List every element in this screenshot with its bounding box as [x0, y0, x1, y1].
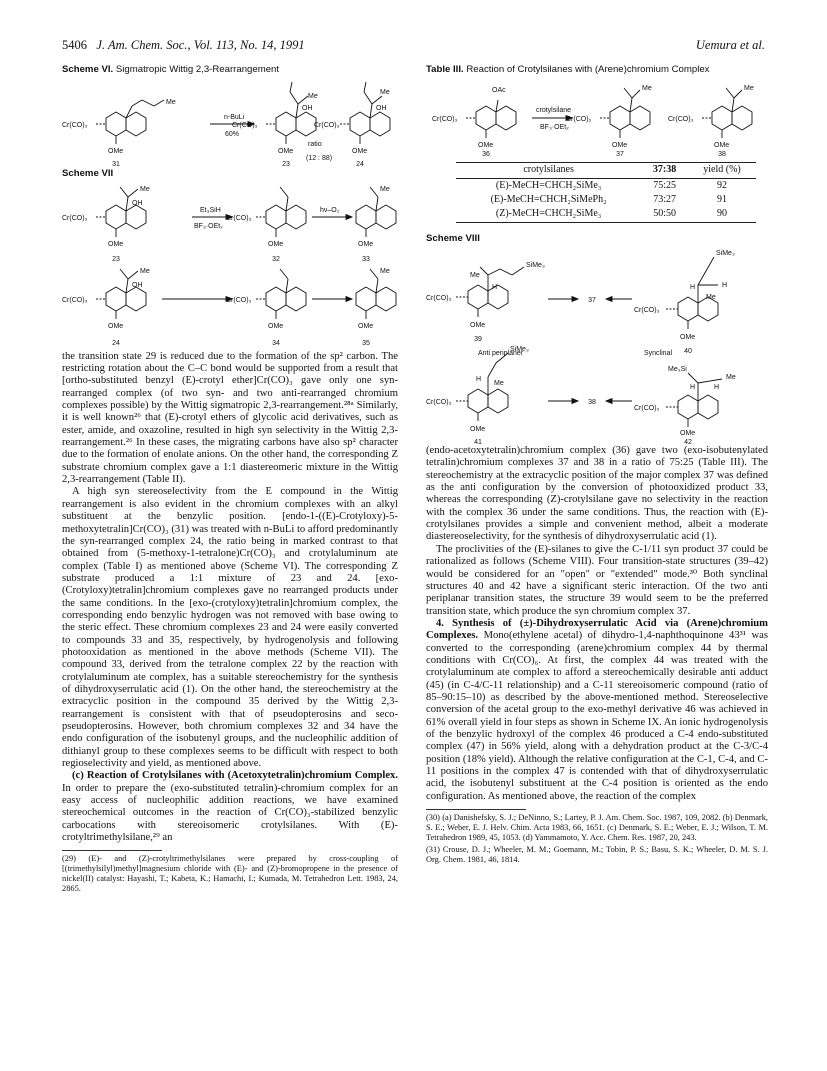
table3-cell: 75:25 — [653, 179, 676, 191]
s7-ome-34: OMe — [268, 322, 284, 330]
footnote-rule-right — [426, 809, 526, 810]
s8-h-40a: H — [690, 284, 696, 292]
s8-sime3-40: SiMe₃ — [716, 250, 735, 258]
s6-compound-31: 31 — [112, 161, 120, 169]
t3-cr-38: Cr(CO)₃ — [668, 116, 694, 124]
s7-oh-23: OH — [132, 199, 143, 207]
s6-reagent-top: n-BuLi — [224, 114, 245, 122]
s8-ome-42: OMe — [680, 430, 696, 438]
s7-ome-24: OMe — [108, 322, 124, 330]
s7-reagent2: hν–O₂ — [320, 206, 340, 214]
t3-reagent-top: crotylsilane — [536, 107, 572, 115]
s8-cr-41: Cr(CO)₃ — [426, 399, 452, 407]
s8-me-41: Me — [494, 380, 504, 388]
footnote-30: (30) (a) Danishefsky, S. J.; DeNinno, S.; Lartey, P. J. Am. Chem. Soc. 1987, 109, 2082. (b) Denmark, S. E.; Weber, E. J. Helv. Chim. Acta 1983, 66, 1651. (c) Denmark, S. E.; Weber, E. J.; Wilson, T. M. Tetrahedron 1989, 45, 1053. (d) Yammamoto, Y. Acc. Chem. Res. 1987, 20, 243. — [426, 813, 768, 843]
scheme7-title: Scheme VII — [62, 168, 114, 180]
left-paragraph-1: the transition state 29 is reduced due to the formation of the sp² carbon. The restricting rotation about the C–C bond would be supported from a result that [ortho-substituted benzyl (E)-crotyl ether]Cr(CO)₃ gave only one syn-rearranged complex (of two syn- and two anti-rearranged chromium complexes possible) by the Wittig sigmatropic 2,3-rearrangement.²⁸ᵃ Similarly, it is well known²⁶ that (E)-crotyl ethers of glycolic acid derivatives, such as ester, amide, and oxazoline, resulted in high syn selectivity in the Wittig 2,3-rearrangement.²⁶ In these cases, the migrating carbons have also sp² character due to the formation of enolate anions. On the other hand, the corresponding Z substrate chromium complex gave a 1:1 diastereomeric mixture in the Wittig 2,3-rearrangement (Table II). — [62, 350, 398, 486]
s7-oh-24: OH — [132, 281, 143, 289]
page-header — [62, 38, 765, 54]
scheme6-drawing — [62, 76, 398, 168]
s7-ome-32: OMe — [268, 240, 284, 248]
s7-ome-35: OMe — [358, 322, 374, 330]
s6-cr-31: Cr(CO)₃ — [62, 122, 88, 130]
s7-cr-32: Cr(CO)₃ — [226, 214, 252, 222]
s8-me-42: Me — [726, 374, 736, 382]
t3-cr-36: Cr(CO)₃ — [432, 116, 458, 124]
s7-cr-34: Cr(CO)₃ — [226, 296, 252, 304]
table3-cell: 90 — [717, 208, 727, 220]
s8-me-40: Me — [706, 294, 716, 302]
s8-ome-40: OMe — [680, 334, 696, 342]
t3-compound-36: 36 — [482, 151, 490, 159]
right-paragraph-1: (endo-acetoxytetralin)chromium complex (36) gave two (exo-isobutenylated tetralin)chromium complexes 37 and 38 in a ratio of 75:25 (Table III). The stereochemistry at the extracyclic position of the major complex 37 was defined as the anti configuration by the conversion of photooxidized product 33, whereas the corresponding (Z)-crotylsilane gave no selectivity in the reaction with the complex 36 under the same conditions. Thus, the reaction with (E)-crotylsilanes provides a simple and convenient method, albeit a moderate diastereoselectivity, for the synthesis of dihydroxyserrulatic acid (1). — [426, 445, 768, 543]
s7-cr-24: Cr(CO)₃ — [62, 296, 88, 304]
s6-oh-23: OH — [302, 105, 313, 113]
t3-reagent-bottom: BF₃·OEt₂ — [540, 124, 569, 132]
s8-cr-40: Cr(CO)₃ — [634, 307, 660, 315]
table3-col-ratio: 37:38 — [652, 164, 677, 176]
table3-scheme — [426, 76, 768, 158]
s8-h-41: H — [476, 376, 482, 384]
table3-cell: 73:27 — [653, 194, 676, 206]
s7-me-24: Me — [140, 267, 150, 275]
s7-reagent1-bottom: BF₃·OEt₂ — [194, 222, 223, 230]
s7-cr-23: Cr(CO)₃ — [62, 214, 88, 222]
s8-compound-38: 38 — [588, 399, 596, 407]
header-left — [62, 38, 305, 53]
table-row — [456, 178, 756, 193]
s6-ome-24: OMe — [352, 148, 368, 156]
table3 — [456, 162, 756, 222]
s8-h-42b: H — [714, 384, 720, 392]
s6-ome-31: OMe — [108, 148, 124, 156]
s7-ome-33: OMe — [358, 240, 374, 248]
left-paragraph-3-text: In order to prepare the (exo-substituted tetralin)-chromium complex for an easy access of nucleophilic addition reactions, we have examined stereochemical outcomes in the reaction of Cr(CO)₃-stabilized benzylic carbocations with stereoisomeric crotylsilanes. With (E)-crotyltrimethylsilane,²⁹ an — [62, 782, 398, 844]
s8-compound-42: 42 — [684, 439, 692, 446]
s7-compound-33: 33 — [362, 255, 370, 263]
t3-ome-36: OMe — [478, 142, 494, 150]
section-c-heading: (c) Reaction of Crotylsilanes with (Acetoxytetralin)chromium Complex. — [72, 770, 398, 782]
right-paragraph-3-text: Mono(ethylene acetal) of dihydro-1,4-naphthoquinone 43³¹ was converted to the corresponding (arene)chromium complex 44 by thermal conditions with Cr(CO)₆. At first, the complex 44 was treated with the crotylaluminum ate complex to afford a stereochemically desirable anti adduct (45) (in C-4/C-11 relationship) and a C-11 stereoisomeric compound (ratio of 85–90:15–10) as described by the above-mentioned method. Stereoselective conversion of the acetal group to the exo-methyl derivative 46 was achieved in 61% overall yield in four steps as shown in Scheme IX. An ionic hydrogenolysis of the benzylic hydroxyl of the complex 46 produced a C-4 endo-substituted complex (47) in 56% yield, along with a dehydration product at the C-3/C-4 position (18% yield). Although the relative configuration at the C-1, C-4, and C-11 positions in the complex 47 is contended with that of dihydroxyserrulatic acid, the isobutenyl substituent at the C-4 position is oriented as the endo configuration. As mentioned above, the reaction of the complex — [426, 630, 768, 802]
table3-cell: (E)-MeCH=CHCH₂SiMePh₂ — [490, 194, 607, 206]
scheme6-title: Scheme VI. — [62, 64, 114, 75]
s8-me-39: Me — [470, 272, 480, 280]
left-paragraph-2: A high syn stereoselectivity from the E compound in the Wittig rearrangement is also evident in the chromium complexes with an alkyl substituent at the benzylic position. [endo-1-((E)-Crotyloxy)-5-methoxytetralin]Cr(CO)₃ (31) was treated with n-BuLi to afford predominantly the syn-rearranged complex 24, the ratio being in marked contrast to that obtained from (5-methoxy-1-tetralone)Cr(CO)₃ and crotylaluminum ate complex (Table I) as mentioned above (Scheme VI). The corresponding Z substrate produced a 1:1 mixture of 23 and 24. [exo-(Crotyloxy)tetralin]chromium complexes gave no rearranged products under the same conditions. In the [exo-(crotyloxy)tetralin]chromium complex, the corresponding endo benzylic hydrogen was not removed with base owing to the steric effect. These chromium complexes 23 and 24 were easily converted to compounds 33 and 35, respectively, by hydrogenolysis and following photooxidation as mentioned in the above methods (Scheme VII). The compound 33, derived from the tetralone complex 22 by the reaction with crotylaluminum ate complex, has a suitable stereochemistry for the synthesis of dihydroxyserrulatic acid (1). On the other hand, the stereochemistry at the extracyclic position in the compound 35 derived by the Wittig 2,3-rearrangement is consistent with that of pseudopterosins and seco-pseudopterosins. However, both chromium complexes 32 and 34 have the endo configuration of the isobutenyl groups, and the nucleophilic addition of dithianyl group to these complexes seems to be difficult with respect to both regioselectivity and yield, as mentioned above. — [62, 486, 398, 770]
scheme6-subtitle: Sigmatropic Wittig 2,3-Rearrangement — [115, 64, 280, 75]
s8-h-39: H — [492, 284, 498, 292]
s8-syn-label: Synclinal — [644, 350, 673, 358]
s8-h-42a: H — [690, 384, 696, 392]
s8-compound-39: 39 — [474, 336, 482, 344]
s7-reagent1-top: Et₃SiH — [200, 206, 221, 214]
table3-scheme-drawing — [426, 76, 768, 158]
s7-compound-34: 34 — [272, 339, 280, 347]
t3-oac: OAc — [492, 87, 506, 95]
table3-header-row — [456, 163, 756, 178]
s8-cr-39: Cr(CO)₃ — [426, 295, 452, 303]
t3-ome-37: OMe — [612, 142, 628, 150]
s7-compound-32: 32 — [272, 255, 280, 263]
s7-ome-23: OMe — [108, 240, 124, 248]
s6-ratio-value: (12 : 88) — [306, 155, 333, 163]
s7-me-33: Me — [380, 185, 390, 193]
s8-sime3-41: SiMe₃ — [510, 346, 529, 354]
t3-me-38: Me — [744, 85, 754, 93]
table3-subtitle: Reaction of Crotylsilanes with (Arene)chromium Complex — [466, 64, 710, 75]
s7-compound-24: 24 — [112, 339, 120, 347]
s8-me3si-42: Me₃Si — [668, 366, 687, 374]
table3-col-crotylsilanes: crotylsilanes — [523, 164, 574, 176]
section-4-heading: 4. Synthesis of (±)-Dihydroxyserrulatic Acid via (Arene)chromium Complexes. — [426, 617, 768, 642]
table3-title: Table III. — [426, 64, 464, 75]
page-number: 5406 — [62, 38, 87, 52]
table3-cell: (E)-MeCH=CHCH₂SiMe₃ — [495, 179, 602, 191]
t3-compound-38: 38 — [718, 151, 726, 159]
table-row — [456, 207, 756, 222]
scheme8-drawing — [426, 245, 768, 445]
footnote-rule-left — [62, 850, 162, 851]
s8-h-40b: H — [722, 282, 728, 290]
s6-oh-24: OH — [376, 105, 387, 113]
table3-cell: 50:50 — [653, 208, 676, 220]
footnote-29: (29) (E)- and (Z)-crotyltrimethylsilanes were prepared by cross-coupling of [(trimethylsilyl)methyl]magnesium chloride with (E)- and (Z)-bromopropene in the presence of nickel(II) catalyst: Hayashi, T.; Kabeta, K.; Hamachi, I.; Kumada, M. Tetrahedron Lett. 1983, 24, 2865. — [62, 854, 398, 894]
scheme7-drawing — [62, 181, 398, 351]
table3-title-line — [426, 64, 768, 76]
s6-reagent-bottom: 60% — [225, 131, 240, 139]
right-column — [426, 64, 768, 867]
s7-compound-23: 23 — [112, 255, 120, 263]
s8-ome-41: OMe — [470, 426, 486, 434]
left-column — [62, 64, 398, 896]
s8-sime3-39: SiMe₃ — [526, 262, 545, 270]
footnote-31: (31) Crouse, D. J.; Wheeler, M. M.; Goemann, M.; Tobin, P. S.; Basu, S. K.; Wheeler, D. M. S. J. Org. Chem. 1981, 46, 1814. — [426, 845, 768, 865]
table3-col-yield: yield (%) — [703, 164, 741, 176]
s6-cr-24: Cr(CO)₃ — [314, 122, 340, 130]
t3-compound-37: 37 — [616, 151, 624, 159]
left-paragraph-3 — [62, 770, 398, 844]
t3-ome-38: OMe — [714, 142, 730, 150]
s8-cr-42: Cr(CO)₃ — [634, 405, 660, 413]
t3-cr-37: Cr(CO)₃ — [566, 116, 592, 124]
right-paragraph-3 — [426, 618, 768, 803]
table3-cell: 91 — [717, 194, 727, 206]
s6-compound-24: 24 — [356, 161, 364, 169]
s8-compound-41: 41 — [474, 439, 482, 446]
s6-ome-23: OMe — [278, 148, 294, 156]
s7-compound-35: 35 — [362, 339, 370, 347]
s8-compound-40: 40 — [684, 348, 692, 356]
table-row — [456, 193, 756, 207]
right-paragraph-2: The proclivities of the (E)-silanes to give the C-1/11 syn product 37 could be rationalized as follows (Scheme VIII). Four transition-state structures (39–42) would be considered for an "open" or "extended" mode.³⁰ Both synclinal structures 40 and 42 have a significant steric interaction. Of the two anti periplanar transition states, the structure 39 would seem to be the preferred transition state, which produce the syn chromium complex 37. — [426, 543, 768, 617]
s6-me-31: Me — [166, 99, 176, 107]
s8-ome-39: OMe — [470, 322, 486, 330]
scheme8-title: Scheme VIII — [426, 232, 480, 244]
s8-compound-37: 37 — [588, 297, 596, 305]
s7-me-23: Me — [140, 185, 150, 193]
s6-me-24: Me — [380, 89, 390, 97]
s6-compound-23: 23 — [282, 161, 290, 169]
table3-cell: 92 — [717, 179, 727, 191]
s6-cr-23b: Cr(CO)₃ — [232, 122, 258, 130]
table3-cell: (Z)-MeCH=CHCH₂SiMe₃ — [495, 208, 602, 220]
scheme8-figure — [426, 245, 768, 445]
s8-anti-label: Anti periplaner — [478, 350, 524, 358]
scheme6-figure — [62, 76, 398, 168]
s6-me-23: Me — [308, 93, 318, 101]
scheme7-figure — [62, 181, 398, 351]
journal-citation: J. Am. Chem. Soc., Vol. 113, No. 14, 1991 — [96, 38, 305, 52]
s7-me-35: Me — [380, 267, 390, 275]
t3-me-37: Me — [642, 85, 652, 93]
s6-ratio-label: ratio — [308, 141, 322, 149]
header-authors: Uemura et al. — [695, 38, 765, 52]
scheme6-title-line — [62, 64, 398, 76]
